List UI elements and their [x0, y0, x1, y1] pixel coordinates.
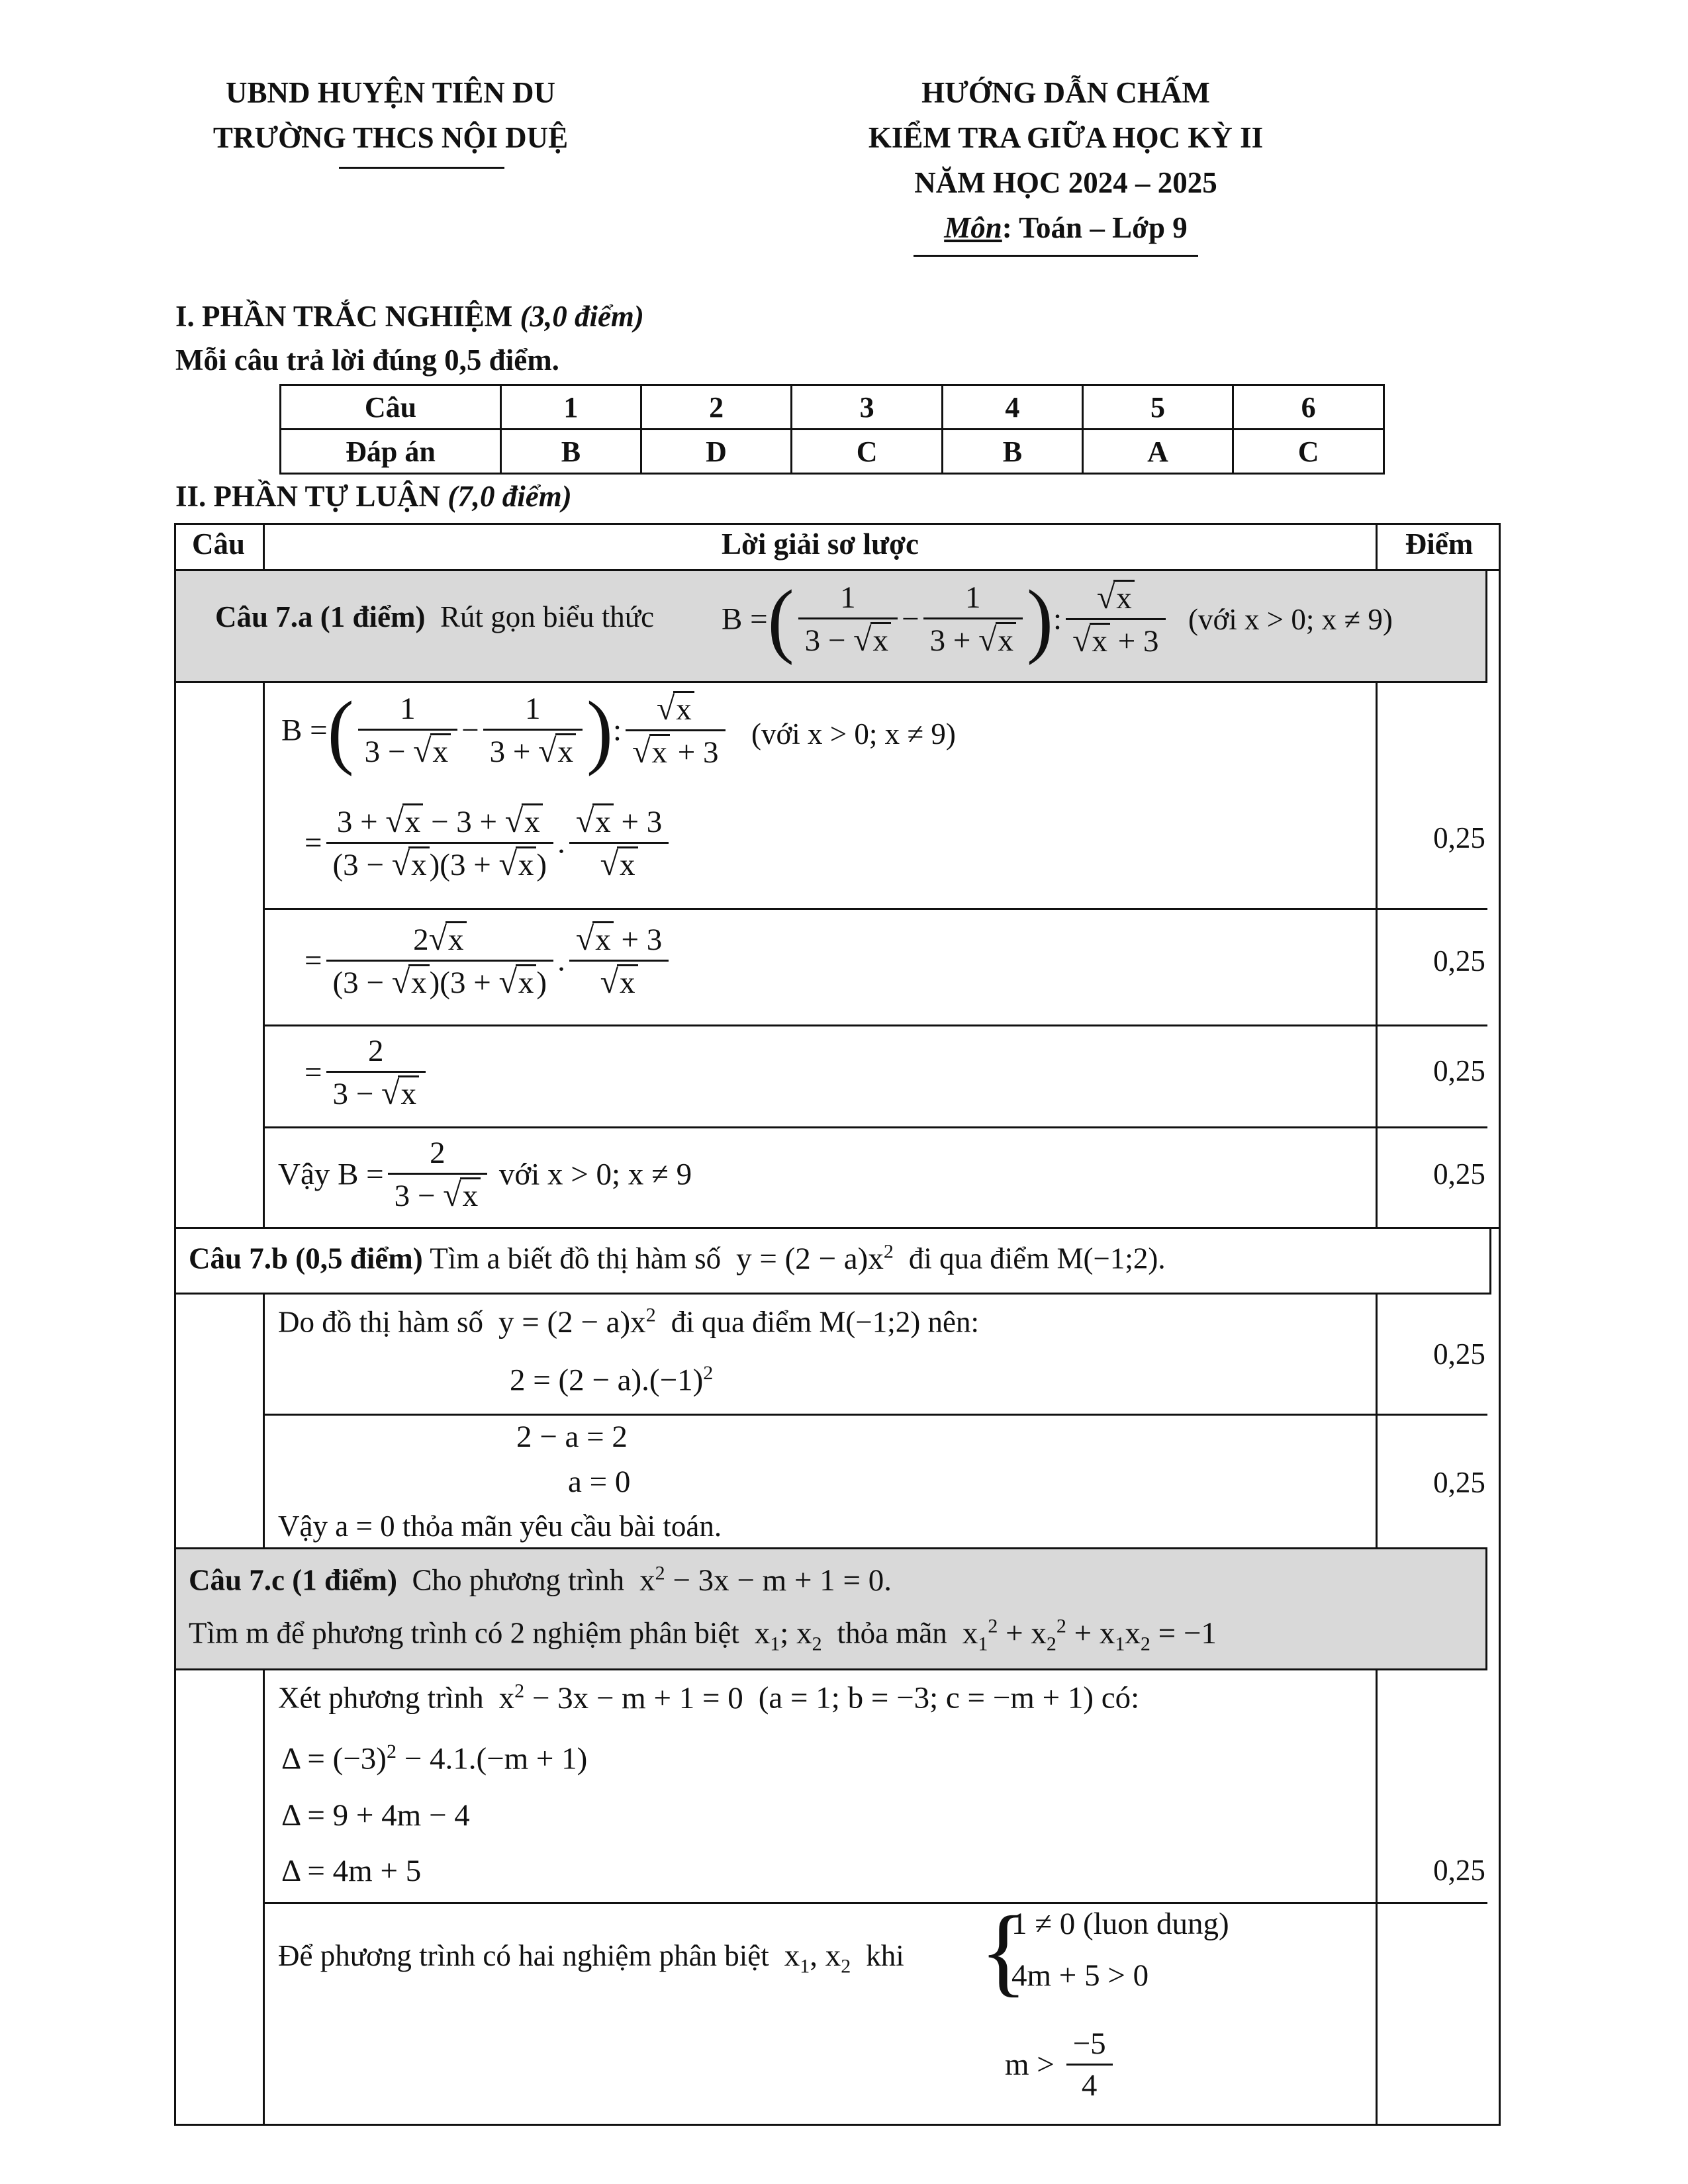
district-name: UBND HUYỆN TIÊN DU: [226, 76, 555, 109]
q7a-expression: B =( $\frac{1}{3 - √x}$ − $\frac{1}{3 + √x}$ ): $\frac{√x}{√x + 3}$: [722, 577, 1170, 661]
q7c-system-line1: 1 ≠ 0 (luon dung): [1011, 1907, 1229, 1941]
q7c-consider-text: Xét phương trình: [278, 1681, 484, 1715]
header-left: [179, 70, 602, 160]
row-divider: [263, 1414, 1487, 1416]
col-divider: [1376, 683, 1378, 1227]
q7c-system-line2: 4m + 5 > 0: [1011, 1958, 1149, 1993]
answer-table-header-a: Đáp án: [281, 430, 501, 474]
part2-title-text: II. PHẦN TỰ LUẬN: [175, 480, 448, 513]
q7a-prompt-text: Rút gọn biểu thức: [440, 600, 655, 633]
answer-table-cell: A: [1082, 430, 1233, 474]
answer-table-row-answers: [281, 430, 1384, 474]
col-header-q: Câu: [191, 527, 246, 561]
part1-points: (3,0 điểm): [520, 300, 644, 333]
q7b-eq3: a = 0: [568, 1465, 631, 1499]
answer-table-cell: 1: [501, 385, 641, 430]
subject-line: [774, 205, 1357, 250]
q7a-prompt: [215, 600, 654, 634]
q7b-prompt: Câu 7.b (0,5 điểm) Tìm a biết đồ thị hàm số $y = (2 - a)x^2$ đi qua điểm M(−1;2).: [189, 1240, 1166, 1276]
q7a-step3: = $\frac{2√x}{(3 - √x)(3 + √x)}$ . $\frac{√x + 3}{√x}$: [305, 919, 673, 1003]
answer-table-row-questions: [281, 385, 1384, 430]
school-year: NĂM HỌC 2024 – 2025: [914, 166, 1217, 199]
answer-table-cell: 6: [1233, 385, 1384, 430]
q7b-label: Câu 7.b (0,5 điểm): [189, 1242, 423, 1275]
q7c-condition-text: Để phương trình có hai nghiệm phân biệt: [278, 1939, 769, 1972]
q7c-prompt2-text: Tìm m để phương trình có 2 nghiệm phân biệt: [189, 1616, 739, 1650]
q7a-conclusion-prefix: Vậy: [278, 1157, 330, 1192]
answer-table-cell: C: [792, 430, 943, 474]
q7a-conclusion: Vậy B = $\frac{2}{3 - √x}$ với x > 0; x ≠ 9: [278, 1133, 692, 1216]
q7a-condition: (với x > 0; x ≠ 9): [1188, 603, 1393, 636]
q7b-line1-text: Do đồ thị hàm số: [278, 1305, 483, 1339]
q7c-result-den: 4: [1081, 2068, 1098, 2103]
q7b-score-2: 0,25: [1433, 1466, 1485, 1499]
col-divider: [1376, 1670, 1378, 2126]
q7b-line1: Do đồ thị hàm số $y = (2 - a)x^2$ đi qua điểm M(−1;2) nên:: [278, 1304, 979, 1340]
answer-table-header-q: Câu: [281, 385, 501, 430]
q7b-eq1-text: 2 = (2 − a).(−1): [510, 1363, 704, 1398]
q7c-prompt-line2: Tìm m để phương trình có 2 nghiệm phân biệt $x_1$; $x_2$ thỏa mãn $x_1^2 + x_2^2 + x_1x_2 = -1$: [189, 1615, 1217, 1655]
q7b-prompt-text: Tìm a biết đồ thị hàm số: [430, 1242, 722, 1275]
q7c-khi: khi: [866, 1939, 904, 1972]
q7b-prompt-tail: đi qua điểm M(−1;2).: [908, 1242, 1166, 1275]
q7c-prompt-text: Cho phương trình: [412, 1563, 625, 1597]
q7b-score-1: 0,25: [1433, 1338, 1485, 1371]
answer-table-cell: 3: [792, 385, 943, 430]
q7c-prompt2-tail: thỏa mãn: [837, 1616, 947, 1650]
answer-table-cell: B: [501, 430, 641, 474]
part1-title-text: I. PHẦN TRẮC NGHIỆM: [175, 300, 520, 333]
q7c-result-prefix: m >: [1005, 2047, 1055, 2082]
answer-table-cell: C: [1233, 430, 1384, 474]
q7b-eq2: 2 − a = 2: [516, 1420, 628, 1454]
part1-note: Mỗi câu trả lời đúng 0,5 điểm.: [175, 343, 559, 377]
row-divider: [263, 908, 1487, 910]
q7c-delta2: Δ = 4m + 5: [281, 1854, 422, 1888]
q7c-score-1: 0,25: [1433, 1854, 1485, 1887]
answer-table-cell: 2: [641, 385, 792, 430]
q7a-score-3: 0,25: [1433, 1054, 1485, 1087]
school-name: TRƯỜNG THCS NỘI DUỆ: [212, 121, 569, 154]
q7c-result: [1005, 2024, 1117, 2105]
q7a-label: Câu 7.a (1 điểm): [215, 600, 426, 633]
row-divider: [263, 1024, 1487, 1026]
q7a-step2: = $\frac{3 + √x - 3 + √x}{(3 - √x)(3 + √x)}$ . $\frac{√x + 3}{√x}$: [305, 801, 673, 885]
q7b-eq1: $2 = (2 - a).(-1)^2$: [510, 1362, 714, 1398]
answer-table-cell: D: [641, 430, 792, 474]
row-divider: [263, 1126, 1487, 1128]
q7a-step1-condition: (với x > 0; x ≠ 9): [751, 717, 956, 751]
col-divider: [1376, 1295, 1378, 1547]
header-right: [774, 70, 1357, 250]
q7a-conclusion-suffix: với x > 0; x ≠ 9: [498, 1157, 692, 1192]
q7c-consider: Xét phương trình $x^2 - 3x - m + 1 = 0$ (a = 1; b = −3; c = −m + 1) có:: [278, 1680, 1140, 1715]
q7c-label: Câu 7.c (1 điểm): [189, 1563, 397, 1597]
col-header-score: Điểm: [1405, 527, 1474, 561]
answer-table-cell: 5: [1082, 385, 1233, 430]
exam-title: KIỂM TRA GIỮA HỌC KỲ II: [868, 121, 1264, 154]
q7a-step1: B =( $\frac{1}{3 - √x}$ − $\frac{1}{3 + √x}$ ): $\frac{√x}{√x + 3}$: [281, 688, 729, 772]
q7c-condition: Để phương trình có hai nghiệm phân biệt $x_1$, $x_2$ khi: [278, 1938, 904, 1978]
doc-title: HƯỚNG DẪN CHẤM: [921, 76, 1210, 109]
subject-label: Môn: [944, 211, 1002, 244]
q7c-delta1: Δ = 9 + 4m − 4: [281, 1798, 470, 1833]
q7c-prompt: Câu 7.c (1 điểm) Cho phương trình $x^2 - 3x - m + 1 = 0$.: [189, 1562, 892, 1598]
col-divider: [263, 1295, 265, 1547]
q7c-coeffs: (a = 1; b = −3; c = −m + 1) có:: [758, 1680, 1140, 1715]
col-divider: [263, 1670, 265, 2126]
header-left-underline: [339, 167, 504, 169]
q7a-score-4: 0,25: [1433, 1158, 1485, 1191]
q7b-line1-tail: đi qua điểm M(−1;2) nên:: [671, 1305, 979, 1339]
part2-points: (7,0 điểm): [447, 480, 572, 513]
part1-title: [175, 299, 644, 334]
q7a-score-2: 0,25: [1433, 944, 1485, 978]
q7c-system-brace: {: [980, 1896, 1027, 2006]
header-right-underline: [914, 255, 1198, 257]
answer-table-cell: 4: [942, 385, 1082, 430]
q7a-score-1: 0,25: [1433, 821, 1485, 854]
col-header-solution: Lời giải sơ lược: [721, 527, 919, 561]
col-divider: [263, 683, 265, 1227]
subject-value: : Toán – Lớp 9: [1002, 211, 1188, 244]
q7a-step4: = $\frac{2}{3 - √x}$: [305, 1031, 430, 1114]
part2-title: [175, 479, 572, 514]
q7c-result-num: −5: [1066, 2024, 1113, 2066]
q7b-conclusion: Vậy a = 0 thỏa mãn yêu cầu bài toán.: [278, 1510, 722, 1543]
row-divider: [263, 1902, 1487, 1904]
q7c-delta0: $\Delta = (-3)^2 - 4.1.(-m + 1)$: [281, 1741, 588, 1776]
answer-table-cell: B: [942, 430, 1082, 474]
answer-table: [279, 384, 1385, 475]
